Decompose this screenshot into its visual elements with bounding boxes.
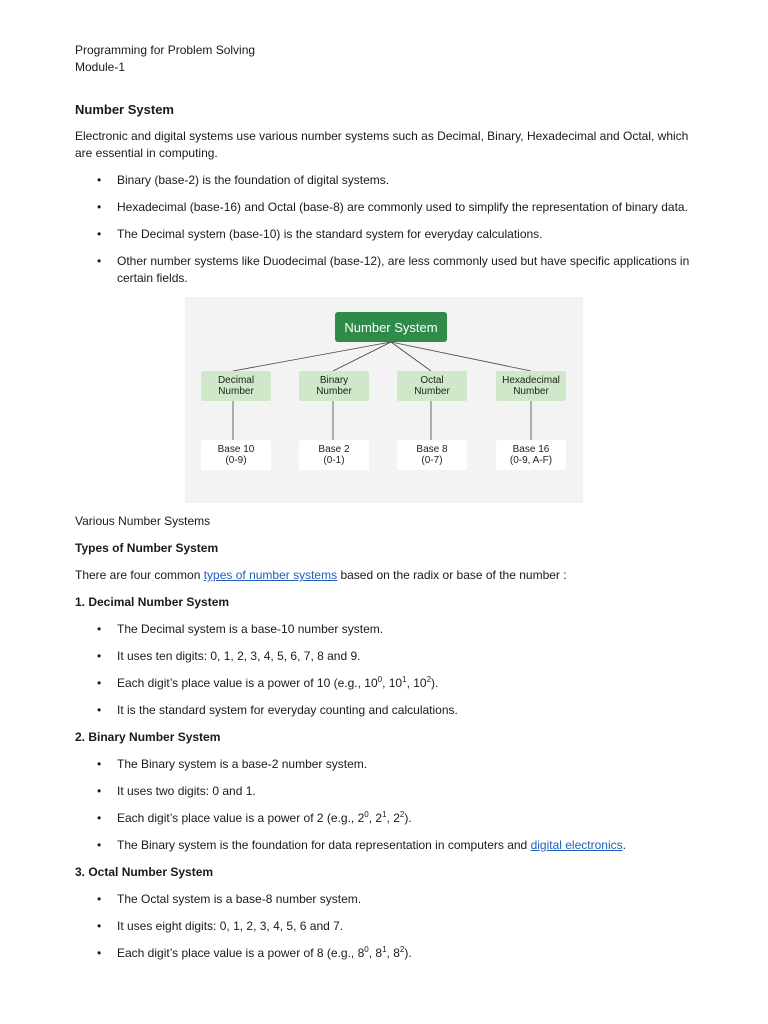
diagram-base-octal: Base 8 (0-7) [397, 440, 467, 470]
list-item: • The Octal system is a base-8 number system. [75, 891, 705, 908]
course-title: Programming for Problem Solving [75, 43, 256, 57]
list-item: • It uses ten digits: 0, 1, 2, 3, 4, 5, 6, 7, 8 and 9. [75, 648, 705, 665]
digital-electronics-link[interactable]: digital electronics [530, 838, 623, 852]
octal-bullet-list [75, 891, 705, 962]
section-title-decimal: 1. Decimal Number System [75, 595, 230, 609]
list-item: • It uses two digits: 0 and 1. [75, 783, 705, 800]
diagram-node-decimal: Decimal Number [201, 371, 271, 401]
list-item: • Each digit’s place value is a power of 8 (e.g., $8^0$, $8^1$, $8^2$). [75, 945, 705, 962]
diagram-base-decimal: Base 10 (0-9) [201, 440, 271, 470]
figure-caption: Various Number Systems [75, 514, 211, 528]
section-title-number-system: Number System [75, 102, 174, 117]
list-item: • It is the standard system for everyday counting and calculations. [75, 702, 705, 719]
number-system-diagram [185, 297, 583, 503]
section-title-binary: 2. Binary Number System [75, 730, 221, 744]
intro-paragraph: Electronic and digital systems use various number systems such as Decimal, Binary, Hexadecimal and Octal, which are essential in computing. [75, 129, 689, 160]
section-title-types: Types of Number System [75, 541, 219, 555]
module-label: Module-1 [75, 60, 126, 74]
diagram-base-binary: Base 2 (0-1) [299, 440, 369, 470]
list-item: • It uses eight digits: 0, 1, 2, 3, 4, 5, 6 and 7. [75, 918, 705, 935]
binary-bullet-list [75, 756, 705, 854]
diagram-node-binary: Binary Number [299, 371, 369, 401]
types-paragraph: There are four common types of number systems based on the radix or base of the number : [75, 568, 567, 582]
diagram-base-hexadecimal: Base 16 (0-9, A-F) [496, 440, 566, 470]
list-item: • The Decimal system (base-10) is the standard system for everyday calculations. [75, 226, 705, 243]
list-item: • Each digit’s place value is a power of 2 (e.g., $2^0$, $2^1$, $2^2$). [75, 810, 705, 827]
decimal-bullet-list [75, 621, 705, 719]
list-item: • Other number systems like Duodecimal (base-12), are less commonly used but have specific applications in certain fields. [75, 253, 705, 287]
intro-bullet-list [75, 172, 705, 287]
types-of-number-systems-link[interactable]: types of number systems [203, 568, 338, 582]
diagram-node-octal: Octal Number [397, 371, 467, 401]
diagram-node-hexadecimal: Hexadecimal Number [496, 371, 566, 401]
section-title-octal: 3. Octal Number System [75, 865, 214, 879]
list-item: • Binary (base-2) is the foundation of digital systems. [75, 172, 705, 189]
list-item: • The Binary system is a base-2 number system. [75, 756, 705, 773]
document-page [75, 42, 705, 972]
diagram-root-node: Number System [335, 312, 447, 342]
list-item: • Each digit’s place value is a power of 10 (e.g., $10^0$, $10^1$, $10^2$). [75, 675, 705, 692]
list-item: • The Binary system is the foundation for data representation in computers and digital electronics. [75, 837, 705, 854]
list-item: • The Decimal system is a base-10 number system. [75, 621, 705, 638]
list-item: • Hexadecimal (base-16) and Octal (base-8) are commonly used to simplify the representation of binary data. [75, 199, 705, 216]
